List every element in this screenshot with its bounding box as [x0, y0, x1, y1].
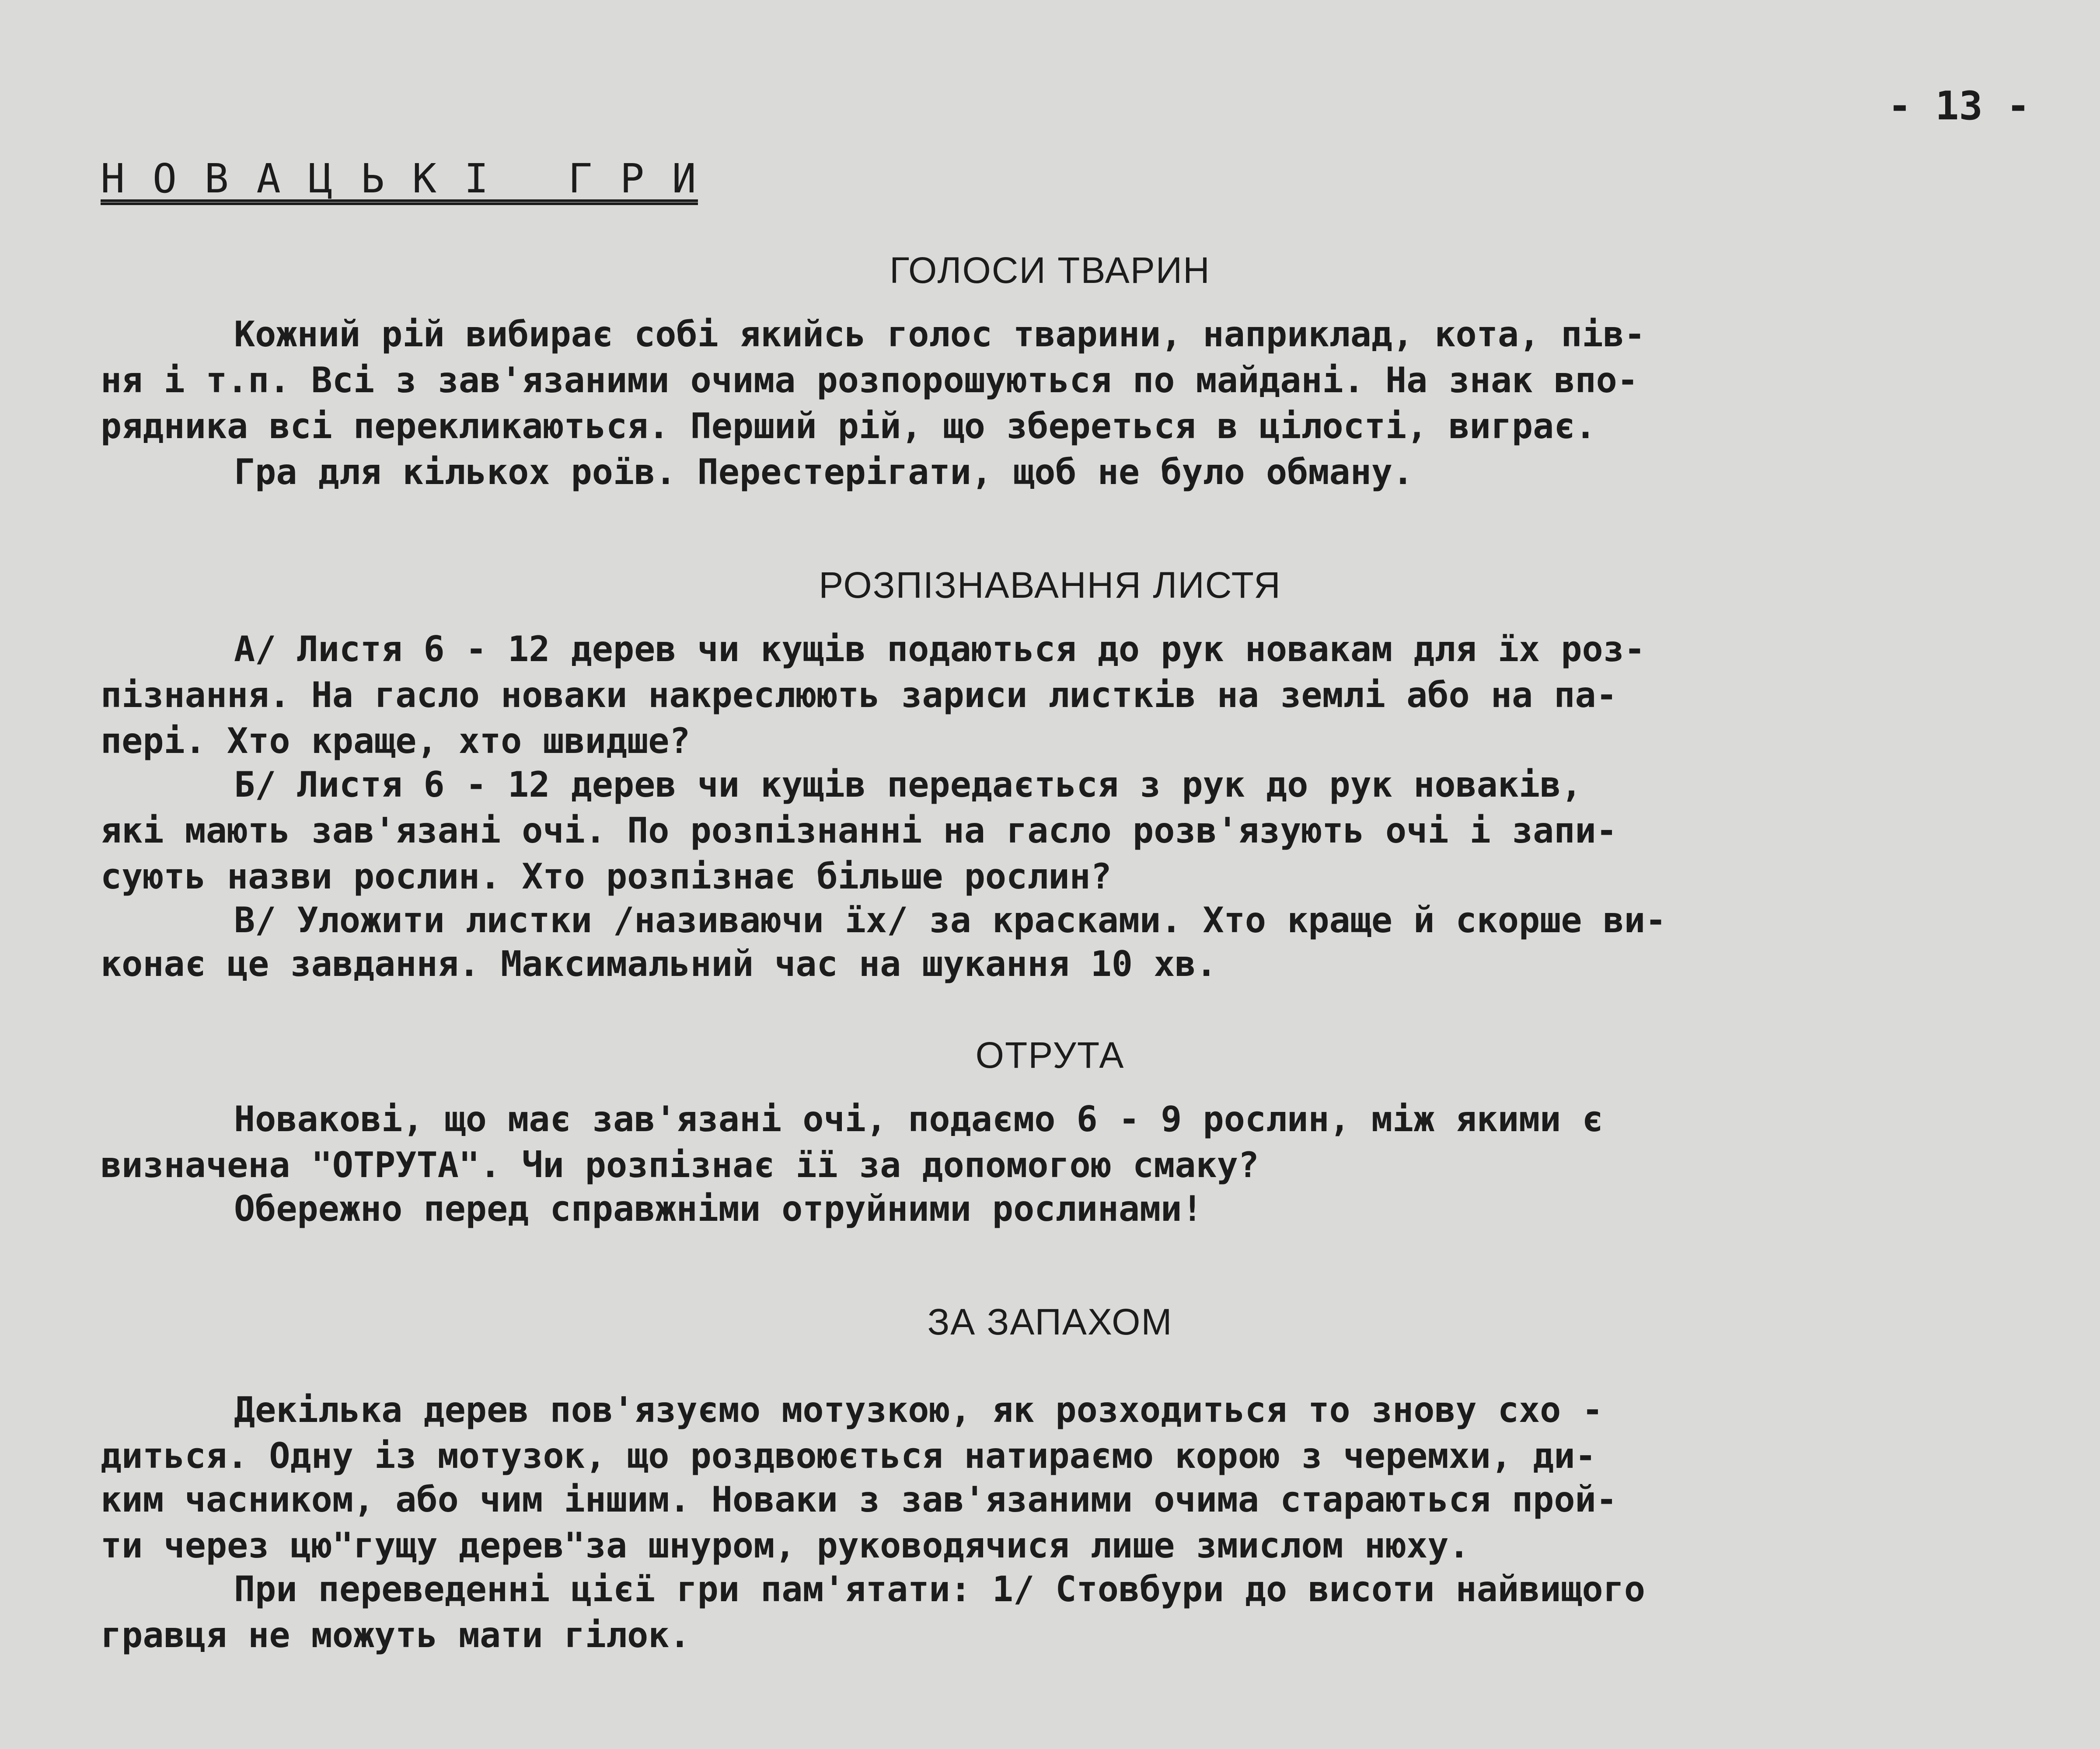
text-line: Декілька дерев пов'язуємо мотузкою, як розходиться то знову схо - [234, 1390, 1603, 1430]
text-line: рядника всі перекликаються. Перший рій, що збереться в цілості, виграє. [101, 406, 1596, 446]
section-title-by-smell: ЗА ЗАПАХОМ [927, 1301, 1173, 1342]
text-line: ти через цю"гущу дерев"за шнуром, руководячися лише змислом нюху. [101, 1525, 1470, 1566]
section-title-animal-voices: ГОЛОСИ ТВАРИН [890, 250, 1210, 291]
text-line: Б/ Листя 6 - 12 дерев чи кущів передається з рук до рук новаків, [234, 764, 1582, 805]
text-line: Гра для кількох роїв. Перестерігати, щоб не було обману. [234, 452, 1414, 492]
text-line: диться. Одну із мотузок, що роздвоюється натираємо корою з черемхи, ди- [101, 1435, 1596, 1476]
text-line: При переведенні цієї гри пам'ятати: 1/ Стовбури до висоти найвищого [234, 1569, 1645, 1610]
page-number: - 13 - [1887, 83, 2030, 129]
text-line: пізнання. На гасло новаки накреслюють зариси листків на землі або на па- [101, 675, 1617, 715]
text-line: пері. Хто краще, хто швидше? [101, 721, 691, 761]
text-line: ня і т.п. Всі з зав'язаними очима розпорошуються по майдані. На знак впо- [101, 360, 1638, 401]
text-line: гравця не можуть мати гілок. [101, 1615, 691, 1655]
section-title-leaf-recognition: РОЗПІЗНАВАННЯ ЛИСТЯ [819, 564, 1281, 606]
text-line: Новакові, що має зав'язані очі, подаємо 6 - 9 рослин, між якими є [234, 1099, 1603, 1139]
main-title: Н О В А Ц Ь К І Г Р И [101, 155, 698, 202]
text-line: Кожний рій вибирає собі якийсь голос тварини, наприклад, кота, пів- [234, 314, 1645, 355]
section-title-poison: ОТРУТА [975, 1035, 1125, 1076]
text-line: які мають зав'язані очі. По розпізнанні на гасло розв'язують очі і запи- [101, 810, 1617, 851]
text-line: Обережно перед справжніми отруйними рослинами! [234, 1188, 1203, 1229]
text-line: визначена "ОТРУТА". Чи розпізнає її за допомогою смаку? [101, 1145, 1259, 1185]
text-line: В/ Уложити листки /називаючи їх/ за красками. Хто краще й скорше ви- [234, 900, 1667, 941]
text-line: сують назви рослин. Хто розпізнає більше рослин? [101, 856, 1112, 897]
text-line: ким часником, або чим іншим. Новаки з зав'язаними очима стараються прой- [101, 1479, 1617, 1520]
text-line: конає це завдання. Максимальний час на шукання 10 хв. [101, 944, 1217, 984]
text-line: А/ Листя 6 - 12 дерев чи кущів подаються до рук новакам для їх роз- [234, 629, 1645, 669]
